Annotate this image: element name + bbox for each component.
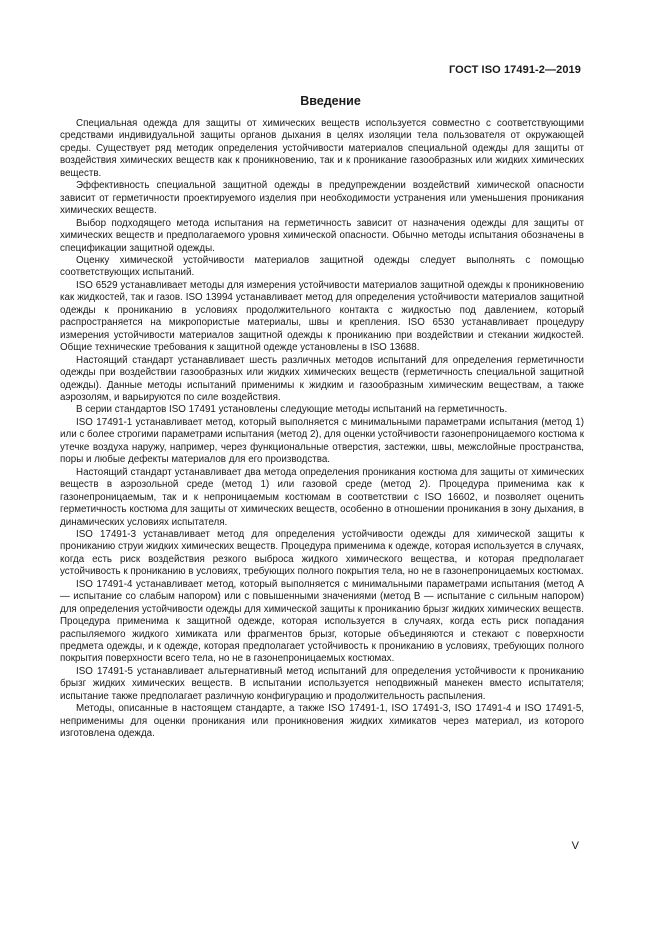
paragraph: ISO 17491-4 устанавливает метод, который выполняется с минимальными параметрами испытания (метод А — испытание со слабым напором) или с повышенными значениями (метод В — испытание с сильным напором) для определения устойчивости одежды для химической защиты к прониканию брызг жидких химических веществ. Процедура применима к защитной одежде, которая используется в случаях, когда есть риск попадания распыляемого жидкого химиката или фрагментов брызг, которые объединяются и стекают с поверхности предмета одежды, и к одежде, которая предполагает устойчивость к прониканию в условиях, требующих полного покрытия поверхности всего тела, но не в газонепроницаемых костюмах. <box>60 578 584 665</box>
paragraph: В серии стандартов ISO 17491 установлены следующие методы испытаний на герметичность. <box>76 404 508 416</box>
paragraph: Методы, описанные в настоящем стандарте, а также ISO 17491-1, ISO 17491-3, ISO 17491-4 и ISO 17491-5, неприменимы для оценки проникания или проникновения жидких химикатов через материал, из которого изготовлена одежда. <box>60 703 584 740</box>
paragraph: Настоящий стандарт устанавливает шесть различных методов испытаний для определения герметичности одежды при воздействии газообразных или жидких химических веществ (герметичность специальной защитной одежды). Данные методы испытаний применимы к жидким и газообразным химическим веществам, а также аэрозолям, и варьируются по силе воздействия. <box>60 354 584 403</box>
section-title: Введение <box>300 94 361 108</box>
paragraph: Эффективность специальной защитной одежды в предупреждении воздействий химической опасности зависит от герметичности проектируемого изделия при необходимости устранения или уменьшения проникания химических веществ. <box>60 180 584 217</box>
paragraph: Специальная одежда для защиты от химических веществ используется совместно с соответствующими средствами индивидуальной защиты органов дыхания в целях изоляции тела пользователя от окружающей среды. Существует ряд методик определения устойчивости материалов специальной одежды для защиты от воздействия химических веществ как к проникновению, так и к проникание газообразных или жидких химических веществ. <box>60 118 584 179</box>
paragraph: ISO 17491-3 устанавливает метод для определения устойчивости одежды для химической защиты к прониканию струи жидких химических веществ. Процедура применима к одежде, которая используется в случаях, когда есть риск воздействия резкого выброса жидкого химического вещества, и которая предполагает устойчивость к прониканию в условиях, требующих полного покрытия тела, но не в газонепроницаемых костюмах. <box>60 528 584 578</box>
page-number: V <box>571 840 579 852</box>
paragraph: ISO 17491-5 устанавливает альтернативный метод испытаний для определения устойчивости к прониканию брызг жидких химических веществ. В испытании используется неподвижный манекен вместо испытателя; испытание также предполагает различную конфигурацию и продолжительность распыления. <box>60 665 584 702</box>
document-body <box>60 118 584 741</box>
document-code: ГОСТ ISO 17491-2—2019 <box>448 64 581 76</box>
paragraph: ISO 6529 устанавливает методы для измерения устойчивости материалов защитной одежды к проникновению как жидкостей, так и газов. ISO 13994 устанавливает метод для определения устойчивости материалов защитной одежды к прониканию в условиях продолжительного контакта с жидкостью под давлением, который распространяется на микропористые материалы, швы и крепления. ISO 6530 устанавливает процедуру измерения устойчивости материалов защитной одежды к прониканию при воздействии и стекании жидкостей. Общие технические требования к защитной одежде установлены в ISO 13688. <box>60 279 584 354</box>
paragraph: Выбор подходящего метода испытания на герметичность зависит от назначения одежды для защиты от химических веществ и предполагаемого уровня химической опасности. Обычно методы испытания обозначены в спецификации защитной одежды. <box>60 217 584 254</box>
paragraph: Настоящий стандарт устанавливает два метода определения проникания костюма для защиты от химических веществ в аэрозольной среде (метод 1) или газовой среде (метод 2). Процедура применима как к газонепроницаемым, так и к непроницаемым костюмам в соответствии с ISO 16602, и позволяет оценить герметичность костюма для защиты от химических веществ, особенно в отношении проникания в зону дыхания, в динамических условиях испытателя. <box>60 466 584 528</box>
paragraph: Оценку химической устойчивости материалов защитной одежды следует выполнять с помощью соответствующих испытаний. <box>60 254 584 279</box>
paragraph: ISO 17491-1 устанавливает метод, который выполняется с минимальными параметрами испытания (метод 1) или с более строгими параметрами испытания (метод 2), для оценки устойчивости газонепроницаемого костюма к утечке воздуха наружу, например, через функциональные отверстия, застежки, швы, межслойные пространства, поры и любые дефекты материалов для его производства. <box>60 416 584 466</box>
